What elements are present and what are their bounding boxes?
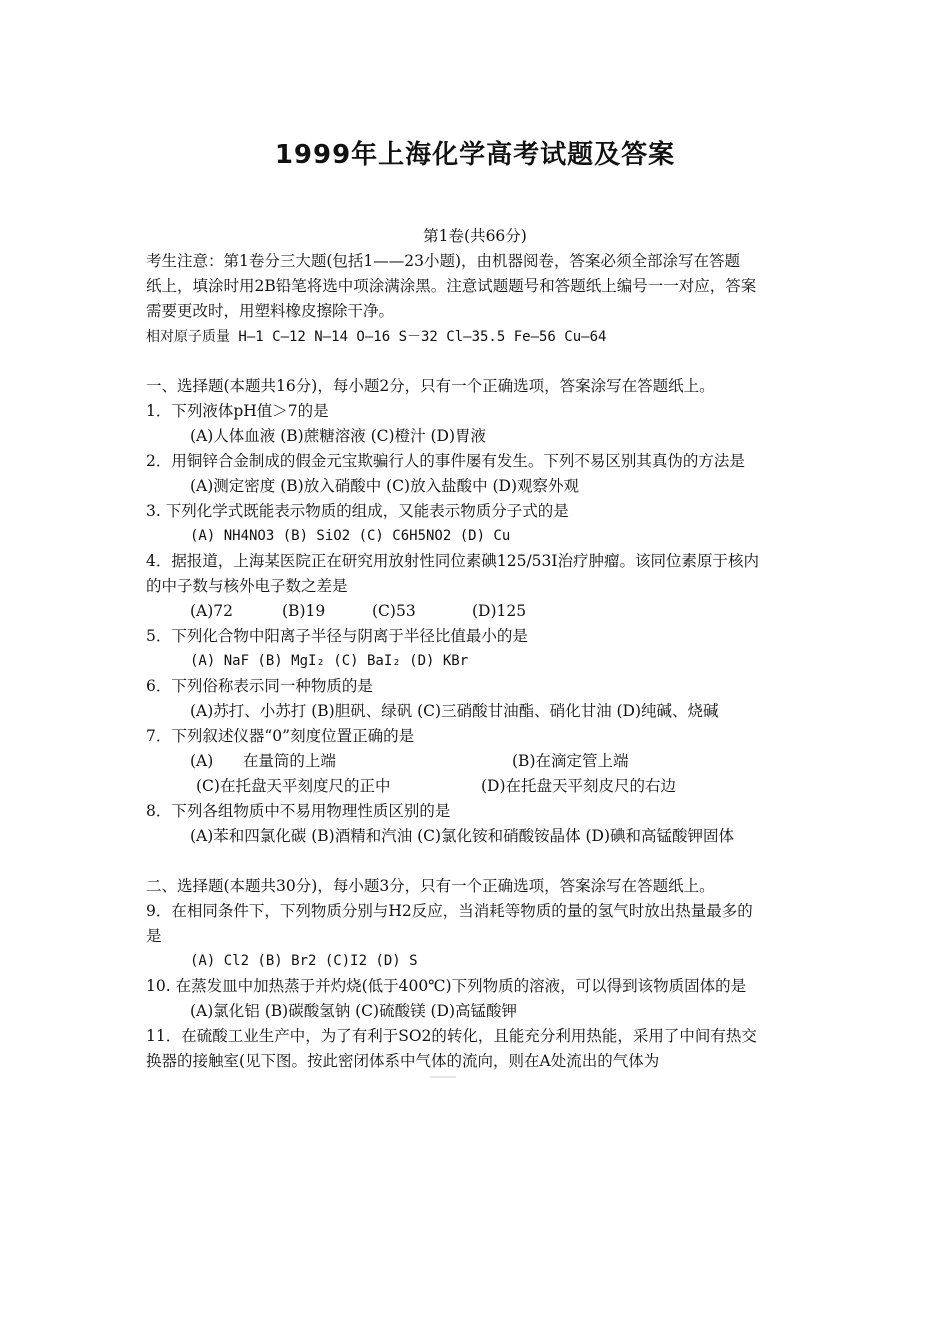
question-4-stem-line-2: 的中子数与核外电子数之差是 xyxy=(146,577,348,595)
volume-heading: 第1卷(共66分) xyxy=(423,227,527,245)
question-7-option-b: (B)在滴定管上端 xyxy=(512,752,629,770)
faint-figure-remnant xyxy=(430,1076,456,1078)
notice-line-2: 纸上，填涂时用2B铅笔将选中项涂满涂黑。注意试题题号和答题纸上编号一一对应，答案 xyxy=(146,277,757,295)
question-8-options: (A)苯和四氯化碳 (B)酒精和汽油 (C)氯化铵和硝酸铵晶体 (D)碘和高锰酸钾固体 xyxy=(190,827,735,845)
question-4-stem-line-1: 4．据报道，上海某医院正在研究用放射性同位素碘125/53I治疗肿瘤。该同位素原于核内 xyxy=(146,552,760,570)
option-c: (C)53 xyxy=(372,602,416,620)
question-2-options: (A)测定密度 (B)放入硝酸中 (C)放入盐酸中 (D)观察外观 xyxy=(190,477,580,495)
question-9-options: (A) Cl2 (B) Br2 (C)I2 (D) S xyxy=(190,953,418,969)
question-5-stem: 5．下列化合物中阳离子半径与阴离于半径比值最小的是 xyxy=(146,627,528,645)
question-1-options: (A)人体血液 (B)蔗糖溶液 (C)橙汁 (D)胃液 xyxy=(190,427,487,445)
question-6-stem: 6．下列俗称表示同一种物质的是 xyxy=(146,677,373,695)
notice-line-1: 考生注意：第1卷分三大题(包括1——23小题)，由机器阅卷，答案必须全部涂写在答题 xyxy=(146,252,741,270)
question-7-option-a: (A) 在量筒的上端 xyxy=(190,752,336,770)
option-d: (D)125 xyxy=(472,602,527,620)
notice-line-3: 需要更改时，用塑料橡皮擦除干净。 xyxy=(146,302,395,320)
section-1-heading: 一、选择题(本题共16分)，每小题2分，只有一个正确选项，答案涂写在答题纸上。 xyxy=(146,377,715,395)
question-7-option-d: (D)在托盘天平刻皮尺的右边 xyxy=(481,777,677,795)
question-1-stem: 1．下列液体pH值＞7的是 xyxy=(146,402,329,420)
question-8-stem: 8．下列各组物质中不易用物理性质区别的是 xyxy=(146,802,451,820)
question-10-stem: 10. 在蒸发皿中加热蒸于并灼烧(低于400℃)下列物质的溶液，可以得到该物质固体的是 xyxy=(146,977,747,995)
atomic-mass-line: 相对原子质量 H—1 C—12 N—14 O—16 S－32 Cl—35.5 Fe—56 Cu—64 xyxy=(146,329,607,345)
page-title: 1999年上海化学高考试题及答案 xyxy=(274,140,676,170)
question-3-options: (A) NH4NO3 (B) SiO2 (C) C6H5NO2 (D) Cu xyxy=(190,528,511,544)
question-11-stem-line-1: 11．在硫酸工业生产中，为了有利于SO2的转化，且能充分利用热能，采用了中间有热交 xyxy=(146,1027,757,1045)
question-5-options: (A) NaF (B) MgI₂ (C) BaI₂ (D) KBr xyxy=(190,653,469,669)
option-a: (A)72 xyxy=(190,602,234,620)
question-4-options xyxy=(190,601,526,621)
section-2-heading: 二、选择题(本题共30分)，每小题3分，只有一个正确选项，答案涂写在答题纸上。 xyxy=(146,877,715,895)
question-2-stem: 2．用铜锌合金制成的假金元宝欺骗行人的事件屡有发生。下列不易区别其真伪的方法是 xyxy=(146,452,745,470)
question-11-stem-line-2: 换器的接触室(见下图。按此密闭体系中气体的流向，则在A处流出的气体为 xyxy=(146,1052,660,1070)
question-7-stem: 7．下列叙述仪器“0”刻度位置正确的是 xyxy=(146,727,415,745)
question-9-stem-line-2: 是 xyxy=(146,927,162,945)
question-10-options: (A)氯化铝 (B)碳酸氢钠 (C)硫酸镁 (D)高锰酸钾 xyxy=(190,1002,518,1020)
question-6-options: (A)苏打、小苏打 (B)胆矾、绿矾 (C)三硝酸甘油酯、硝化甘油 (D)纯碱、烧碱 xyxy=(190,702,719,720)
question-3-stem: 3. 下列化学式既能表示物质的组成，又能表示物质分子式的是 xyxy=(146,502,569,520)
question-9-stem-line-1: 9．在相同条件下，下列物质分别与H2反应，当消耗等物质的量的氢气时放出热量最多的 xyxy=(146,902,753,920)
option-b: (B)19 xyxy=(282,602,326,620)
question-7-option-c: (C)在托盘天平刻度尺的正中 xyxy=(196,777,391,795)
